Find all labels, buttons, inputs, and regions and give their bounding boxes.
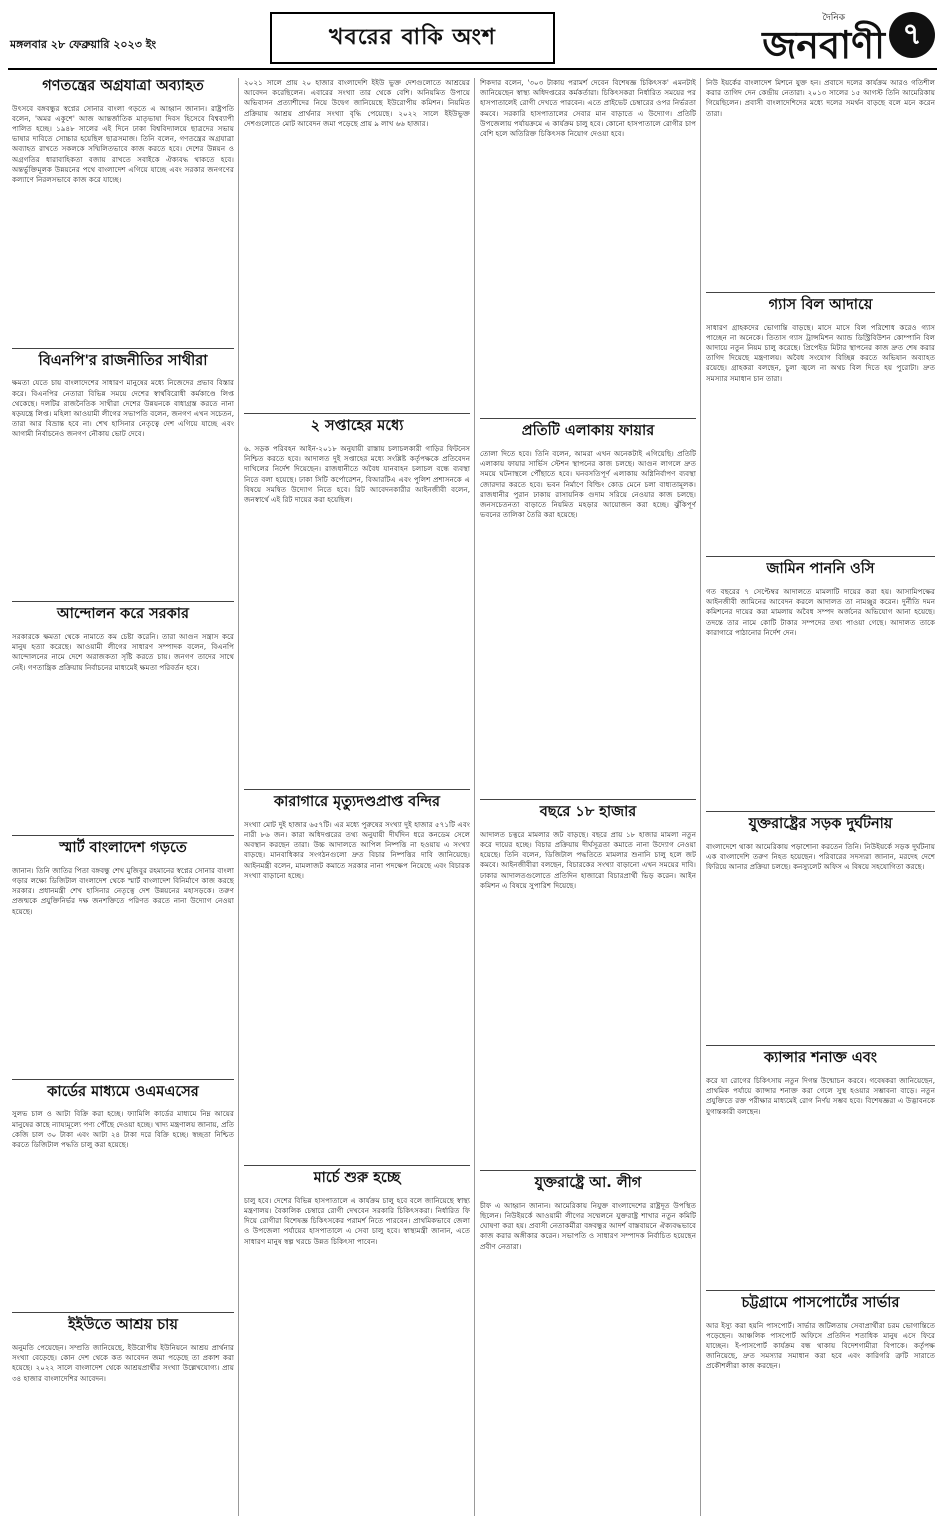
article-body: অনুমতি পেয়েছেন। সম্প্রতি জানিয়েছে, ইউরোপীয় ইউনিয়নে আশ্রয় প্রার্থনার সংখ্যা বেড়েছে। কোন দেশ থেকে কত আবেদন জমা পড়েছে তা প্রকাশ করা হয়েছে। ২০২২ সালে বাংলাদেশ থেকে আশ্রয়প্রার্থীর সংখ্যা উল্লেখযোগ্য। প্রায় ৩৪ হাজার বাংলাদেশির আবেদন। bbox=[12, 1343, 234, 1518]
article bbox=[706, 811, 935, 1040]
column-divider bbox=[238, 78, 239, 1516]
article-headline: গ্যাস বিল আদায়ে bbox=[706, 292, 935, 319]
article-headline: আন্দোলন করে সরকার bbox=[12, 601, 234, 628]
article-body: ২০২১ সালে প্রায় ২০ হাজার বাংলাদেশি ইইউ ভুক্ত দেশগুলোতে আশ্রয়ের আবেদন করেছিলেন। এবারের সংখ্যা তার থেকে বেশি। অনিয়মিত উপায়ে অভিবাসন প্রত্যাশীদের নিয়ে উদ্বেগ জানিয়েছে ইউরোপীয় কমিশন। নিয়মিত প্রক্রিয়ায় আশ্রয় প্রার্থনার সংখ্যা বৃদ্ধি পেয়েছে। ২০২২ সালে ইইউভুক্ত দেশগুলোতে মোট আবেদন জমা পড়েছে প্রায় ৯ লাখ ৬৬ হাজার। bbox=[244, 78, 470, 407]
article bbox=[244, 789, 470, 1159]
article bbox=[12, 835, 234, 1073]
article-body: ৬. সড়ক পরিবহন আইন-২০১৮ অনুযায়ী রাস্তায় চলাচলকারী গাড়ির ফিটনেস নিশ্চিত করতে হবে। আদালত দুই সপ্তাহের মধ্যে সংশ্লিষ্ট কর্তৃপক্ষকে প্রতিবেদন দাখিলের নির্দেশ দিয়েছেন। রাজধানীতে অবৈধ যানবাহন চলাচল বন্ধে ব্যবস্থা নিতে বলা হয়েছে। ঢাকা সিটি কর্পোরেশন, বিআরটিএ এবং পুলিশ প্রশাসনকে এ বিষয়ে সমন্বিত উদ্যোগ নিতে হবে। রিট আবেদনকারীর আইনজীবী বলেন, জনস্বার্থে এই রিট দায়ের করা হয়েছিল। bbox=[244, 444, 470, 783]
article bbox=[12, 348, 234, 596]
section-title: খবরের বাকি অংশ bbox=[329, 24, 496, 50]
article bbox=[244, 78, 470, 407]
article-body: ক্ষমতা যেতে চায় বাংলাদেশের সাধারণ মানুষের মধ্যে নিজেদের প্রভাব বিস্তার করে। বিএনপির নেতারা বিভিন্ন সময়ে দেশের স্বার্থবিরোধী কর্মকাণ্ডে লিপ্ত থেকেছে। দলটির রাজনৈতিক সাথীরা দেশের উন্নয়নকে বাধাগ্রস্ত করতে নানা ষড়যন্ত্রে লিপ্ত। মহিলা আওয়ামী লীগের সভাপতি বলেন, জনগণ এখন সচেতন, তারা আর বিভ্রান্ত হবে না। শেখ হাসিনার নেতৃত্বে দেশ এগিয়ে যাচ্ছে এবং আগামী নির্বাচনেও জনগণ নৌকায় ভোট দেবে। bbox=[12, 378, 234, 595]
article bbox=[706, 78, 935, 286]
logo-small-text: দৈনিক bbox=[822, 13, 845, 23]
article-body: উৎসবে বঙ্গবন্ধুর স্বপ্নের সোনার বাংলা গড়তে এ আহ্বান জানান। রাষ্ট্রপতি বলেন, 'অমর একুশে' আজ আন্তর্জাতিক মাতৃভাষা দিবস হিসেবে বিশ্বব্যাপী পালিত হচ্ছে। ১৯৪৮ সালের এই দিনে ঢাকা বিশ্ববিদ্যালয়ে ছাত্রদের সভায় ভাষার দাবিতে সোচ্চার হয়েছিল ছাত্রসমাজ। তিনি বলেন, গণতন্ত্রের অগ্রযাত্রা অব্যাহত রাখতে সকলকে সম্মিলিতভাবে কাজ করতে হবে। দেশের উন্নয়ন ও অগ্রগতির ধারাবাহিকতা বজায় রাখতে সবাইকে ঐক্যবদ্ধ থাকতে হবে। অন্তর্ভুক্তিমূলক উন্নয়নের পথে বাংলাদেশ এগিয়ে যাচ্ছে এবং সরকার জনগণের কল্যাণে নিরলসভাবে কাজ করে যাচ্ছে। bbox=[12, 104, 234, 342]
article-body: চালু হবে। দেশের বিভিন্ন হাসপাতালে এ কার্যক্রম চালু হবে বলে জানিয়েছে স্বাস্থ্য মন্ত্রণালয়। বৈকালিক চেম্বারে রোগী দেখবেন সরকারি চিকিৎসকরা। নির্ধারিত ফি দিয়ে রোগীরা বিশেষজ্ঞ চিকিৎসকের পরামর্শ নিতে পারবেন। প্রাথমিকভাবে জেলা ও উপজেলা পর্যায়ের হাসপাতালে এ সেবা চালু হবে। স্বাস্থ্যমন্ত্রী জানান, এতে সাধারণ মানুষ স্বল্প খরচে উন্নত চিকিৎসা পাবেন। bbox=[244, 1196, 470, 1518]
article bbox=[706, 292, 935, 551]
article-body: সুলভ চাল ও আটা বিক্রি করা হচ্ছে। ফ্যামিলি কার্ডের মাধ্যমে নিম্ন আয়ের মানুষের কাছে ন্যায্যমূল্যে পণ্য পৌঁছে দেওয়া হচ্ছে। খাদ্য মন্ত্রণালয় জানায়, প্রতি কেজি চাল ৩০ টাকা এবং আটা ২৪ টাকা দরে বিক্রি হচ্ছে। স্বচ্ছতা নিশ্চিত করতে ডিজিটাল পদ্ধতি চালু করা হয়েছে। bbox=[12, 1109, 234, 1306]
article-headline: বছরে ১৮ হাজার bbox=[480, 799, 696, 826]
article-headline: কারাগারে মৃত্যুদণ্ডপ্রাপ্ত বন্দির bbox=[244, 789, 470, 816]
article-body: নিউ ইয়র্কের বাংলাদেশ মিশনে যুক্ত হন। প্রবাসে দলের কার্যক্রম আরও গতিশীল করার তাগিদ দেন কেন্দ্রীয় নেতারা। ২০১৩ সালের ১৫ আগস্ট তিনি আমেরিকায় গিয়েছিলেন। প্রবাসী বাংলাদেশিদের মধ্যে দলের সমর্থন বাড়ছে বলে মনে করেন তারা। bbox=[706, 78, 935, 286]
column-divider bbox=[474, 78, 475, 1516]
article-body: সংখ্যা মোট দুই হাজার ৬৫৭টি। এর মধ্যে পুরুষের সংখ্যা দুই হাজার ৫৭১টি এবং নারী ৮৬ জন। কারা অধিদপ্তরের তথ্য অনুযায়ী দীর্ঘদিন ধরে কনডেম সেলে অবস্থান করছেন তারা। উচ্চ আদালতে আপিল নিষ্পত্তি না হওয়ায় এ সংখ্যা বাড়ছে। মানবাধিকার সংগঠনগুলো দ্রুত বিচার নিষ্পত্তির দাবি জানিয়েছে। আইনমন্ত্রী বলেন, মামলাজট কমাতে সরকার নানা পদক্ষেপ নিয়েছে এবং বিচারক সংখ্যা বাড়ানো হচ্ছে। bbox=[244, 820, 470, 1159]
article-headline: জামিন পাননি ওসি bbox=[706, 556, 935, 583]
article-headline: স্মার্ট বাংলাদেশ গড়তে bbox=[12, 835, 234, 862]
section-title-box bbox=[270, 12, 555, 64]
article bbox=[12, 601, 234, 829]
article-headline: ক্যান্সার শনাক্ত এবং bbox=[706, 1045, 935, 1072]
article-headline: ইইউতে আশ্রয় চায় bbox=[12, 1312, 234, 1339]
article bbox=[706, 1290, 935, 1518]
article-body: সাধারণ গ্রাহকদের ভোগান্তি বাড়ছে। মাসে মাসে বিল পরিশোধ করেও গ্যাস পাচ্ছেন না অনেকে। তিতাস গ্যাস ট্রান্সমিশন অ্যান্ড ডিস্ট্রিবিউশন কোম্পানি বিল আদায়ে নতুন নিয়ম চালু করেছে। প্রিপেইড মিটার স্থাপনের কাজ দ্রুত শেষ করার তাগিদ দিয়েছে মন্ত্রণালয়। অবৈধ সংযোগ বিচ্ছিন্ন করতে অভিযান অব্যাহত রয়েছে। গ্রাহকরা বলছেন, চুলা জ্বলে না অথচ বিল দিতে হয় পুরোটা। দ্রুত সমস্যার সমাধান চান তারা। bbox=[706, 323, 935, 551]
article-body: জানান। তিনি জাতির পিতা বঙ্গবন্ধু শেখ মুজিবুর রহমানের স্বপ্নের সোনার বাংলা গড়ার লক্ষ্যে ডিজিটাল বাংলাদেশ থেকে স্মার্ট বাংলাদেশ বিনির্মাণে কাজ করছে সরকার। প্রধানমন্ত্রী শেখ হাসিনার নেতৃত্বে দেশ উন্নয়নের মহাসড়কে। তরুণ প্রজন্মকে প্রযুক্তিনির্ভর দক্ষ জনশক্তিতে পরিণত করতে নানা উদ্যোগ নেওয়া হয়েছে। bbox=[12, 866, 234, 1073]
newspaper-logo bbox=[762, 10, 885, 65]
article-body: সরকারকে ক্ষমতা থেকে নামাতে কম চেষ্টা করেনি। তারা আগুন সন্ত্রাস করে মানুষ হত্যা করেছে। আওয়ামী লীগের সাধারণ সম্পাদক বলেন, বিএনপি আন্দোলনের নামে দেশে অরাজকতা সৃষ্টি করতে চায়। জনগণ তাদের সাথে নেই। গণতান্ত্রিক প্রক্রিয়ায় নির্বাচনের মাধ্যমেই ক্ষমতা পরিবর্তন হবে। bbox=[12, 632, 234, 829]
article-headline: কার্ডের মাধ্যমে ওএমএসের bbox=[12, 1079, 234, 1106]
article-headline: যুক্তরাষ্ট্রের সড়ক দুর্ঘটনায় bbox=[706, 811, 935, 838]
column-1 bbox=[12, 78, 234, 1518]
masthead bbox=[8, 8, 937, 70]
article-headline: বিএনপি'র রাজনীতির সাথীরা bbox=[12, 348, 234, 375]
article-body: আর ইস্যু করা হয়নি পাসপোর্ট। সার্ভার জটিলতায় সেবাপ্রার্থীরা চরম ভোগান্তিতে পড়েছেন। আঞ্চলিক পাসপোর্ট অফিসে প্রতিদিন শতাধিক মানুষ এসে ফিরে যাচ্ছেন। ই-পাসপোর্ট কার্যক্রম বন্ধ থাকায় বিদেশগামীরা বিপাকে। কর্তৃপক্ষ জানিয়েছে, দ্রুত সমস্যার সমাধান করা হবে এবং কারিগরি ত্রুটি সারাতে প্রকৌশলীরা কাজ করছেন। bbox=[706, 1321, 935, 1519]
column-divider bbox=[700, 78, 701, 1516]
page-number-badge: ৭ bbox=[889, 12, 935, 58]
article bbox=[12, 1079, 234, 1307]
article bbox=[480, 1170, 696, 1518]
issue-date: মঙ্গলবার ২৮ ফেব্রুয়ারি ২০২৩ ইং bbox=[10, 38, 157, 51]
article-headline: যুক্তরাষ্ট্রে আ. লীগ bbox=[480, 1170, 696, 1197]
article bbox=[480, 799, 696, 1164]
article bbox=[480, 78, 696, 412]
article bbox=[706, 556, 935, 805]
article-body: আদালত চত্বরে মামলার জট বাড়ছে। বছরে প্রায় ১৮ হাজার মামলা নতুন করে দায়ের হচ্ছে। বিচার প্রক্রিয়ায় দীর্ঘসূত্রতা কমাতে নানা উদ্যোগ নেওয়া হয়েছে। তিনি বলেন, ডিজিটাল পদ্ধতিতে মামলার শুনানি চালু হলে জট কমবে। আইনজীবীরা বলছেন, বিচারকের সংখ্যা বাড়ানো এখন সময়ের দাবি। ঢাকার আদালতগুলোতে প্রতিদিন হাজারো বিচারপ্রার্থী ভিড় করেন। আইন কমিশন এ বিষয়ে সুপারিশ দিয়েছে। bbox=[480, 830, 696, 1164]
article-body: শিকদার বলেন, '৩০৩ টাকায় পরামর্শ দেবেন বিশেষজ্ঞ চিকিৎসক' এমনটাই জানিয়েছেন স্বাস্থ্য অধিদপ্তরের কর্মকর্তারা। চিকিৎসকরা নির্ধারিত সময়ের পর হাসপাতালেই রোগী দেখতে পারবেন। এতে প্রাইভেট চেম্বারের ওপর নির্ভরতা কমবে। সরকারি হাসপাতালের সেবার মান বাড়াতে এ উদ্যোগ। প্রতিটি উপজেলায় পর্যায়ক্রমে এ কার্যক্রম চালু হবে। কোনো হাসপাতালে রোগীর চাপ বেশি হলে অতিরিক্ত চিকিৎসক নিয়োগ দেওয়া হবে। bbox=[480, 78, 696, 412]
article-headline: প্রতিটি এলাকায় ফায়ার bbox=[480, 418, 696, 445]
article-headline: গণতন্ত্রের অগ্রযাত্রা অব্যাহত bbox=[42, 78, 204, 94]
article bbox=[12, 1312, 234, 1518]
article-headline: চট্টগ্রামে পাসপোর্টের সার্ভার bbox=[706, 1290, 935, 1317]
logo-main-text: জনবাণী bbox=[762, 23, 885, 67]
article-headline: মার্চে শুরু হচ্ছে bbox=[244, 1165, 470, 1192]
article-body: চীফ এ আহ্বান জানান। আমেরিকায় নিযুক্ত বাংলাদেশের রাষ্ট্রদূত উপস্থিত ছিলেন। নিউইয়র্কে আওয়ামী লীগের সম্মেলনে যুক্তরাষ্ট্র শাখার নতুন কমিটি ঘোষণা করা হয়। প্রবাসী নেতাকর্মীরা বঙ্গবন্ধুর আদর্শ বাস্তবায়নে ঐক্যবদ্ধভাবে কাজ করার অঙ্গীকার করেন। সভাপতি ও সাধারণ সম্পাদক নির্বাচিত হয়েছেন প্রবীণ নেতারা। bbox=[480, 1201, 696, 1518]
article-body: গত বছরের ৭ সেপ্টেম্বর আদালতে মামলাটি দায়ের করা হয়। আসামিপক্ষের আইনজীবী জামিনের আবেদন করলে আদালত তা নামঞ্জুর করেন। দুর্নীতি দমন কমিশনের দায়ের করা মামলায় অবৈধ সম্পদ অর্জনের অভিযোগ আনা হয়েছে। তদন্তে তার নামে কোটি টাকার সম্পদের তথ্য পাওয়া গেছে। আদালত তাকে কারাগারে পাঠানোর নির্দেশ দেন। bbox=[706, 587, 935, 805]
article-body: করে যা রোগের চিকিৎসায় নতুন দিগন্ত উন্মোচন করবে। গবেষকরা জানিয়েছেন, প্রাথমিক পর্যায়ে ক্যান্সার শনাক্ত করা গেলে সুস্থ হওয়ার সম্ভাবনা বাড়ে। নতুন প্রযুক্তিতে রক্ত পরীক্ষার মাধ্যমেই রোগ নির্ণয় সম্ভব হবে। বিশেষজ্ঞরা এ উদ্ভাবনকে যুগান্তকারী বলছেন। bbox=[706, 1076, 935, 1284]
article bbox=[480, 418, 696, 793]
article bbox=[244, 413, 470, 783]
column-4 bbox=[706, 78, 935, 1518]
column-3 bbox=[480, 78, 696, 1518]
article bbox=[706, 1045, 935, 1284]
article bbox=[12, 78, 234, 342]
article-headline: ২ সপ্তাহের মধ্যে bbox=[244, 413, 470, 440]
article-body: বাংলাদেশে থাকা আমেরিকায় পড়াশোনা করতেন তিনি। নিউইয়র্কে সড়ক দুর্ঘটনায় এক বাংলাদেশি তরুণ নিহত হয়েছেন। পরিবারের সদস্যরা জানান, মরদেহ দেশে ফিরিয়ে আনার প্রক্রিয়া চলছে। কনস্যুলেট অফিস এ বিষয়ে সহযোগিতা করছে। bbox=[706, 842, 935, 1040]
article-body: তোলা দিতে হবে। তিনি বলেন, আমরা এখন অনেকটাই এগিয়েছি। প্রতিটি এলাকায় ফায়ার সার্ভিস স্টেশন স্থাপনের কাজ চলছে। আগুন লাগলে দ্রুত সময়ে ঘটনাস্থলে পৌঁছাতে হবে। ঘনবসতিপূর্ণ এলাকায় অগ্নিনির্বাপণ ব্যবস্থা জোরদার করতে হবে। ভবন নির্মাণে বিল্ডিং কোড মেনে চলা বাধ্যতামূলক। রাজধানীর পুরান ঢাকায় রাসায়নিক গুদাম সরিয়ে নেওয়ার কাজ চলছে। জনসচেতনতা বাড়াতে নিয়মিত মহড়ার আয়োজন করা হচ্ছে। ঝুঁকিপূর্ণ ভবনের তালিকা তৈরি করা হয়েছে। bbox=[480, 449, 696, 793]
column-2 bbox=[244, 78, 470, 1518]
article bbox=[244, 1165, 470, 1518]
